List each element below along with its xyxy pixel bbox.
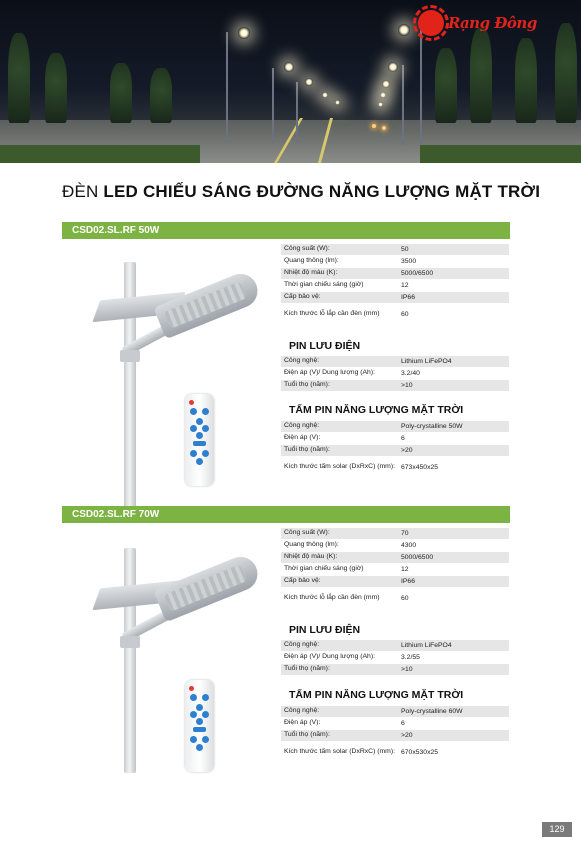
remote-button [190, 450, 197, 457]
tail-light [372, 124, 376, 128]
remote-button [202, 711, 209, 718]
spec-value: Lithium LiFePO4 [401, 642, 452, 649]
spec-value: 60 [401, 311, 409, 318]
spec-label: Nhiệt độ màu (K): [284, 269, 338, 277]
spec-label: Kích thước lỗ lắp cần đèn (mm) [284, 310, 380, 318]
tail-light [382, 126, 386, 130]
led-array [164, 564, 247, 611]
spec-row [281, 588, 509, 610]
spec-row [281, 368, 509, 380]
spec-label: Cấp bảo vệ: [284, 577, 321, 585]
street-lamp [398, 24, 410, 36]
grass-left [0, 145, 200, 163]
sun-icon [418, 10, 444, 36]
spec-value: IP66 [401, 294, 415, 301]
battery-section-title: PIN LƯU ĐIỆN [289, 340, 361, 352]
spec-label: Nhiệt độ màu (K): [284, 553, 338, 561]
spec-row [281, 640, 509, 652]
solar-panel-spec-table [281, 706, 509, 764]
tree [470, 28, 492, 123]
remote-button [196, 718, 203, 725]
spec-row [281, 652, 509, 664]
product-header-bar: CSD02.SL.RF 50W [62, 222, 510, 239]
spec-row [281, 576, 509, 588]
spec-value: >20 [401, 447, 413, 454]
remote-button [196, 432, 203, 439]
spec-value: 5000/6500 [401, 554, 434, 561]
power-button-icon [189, 686, 194, 691]
spec-value: 50 [401, 246, 409, 253]
remote-button [196, 744, 203, 751]
spec-value: Poly-crystalline 50W [401, 423, 463, 430]
spec-row [281, 244, 509, 256]
spec-value: 3.2/40 [401, 370, 420, 377]
spec-row [281, 564, 509, 576]
hero-banner-photo [0, 0, 581, 163]
spec-value: 673x450x25 [401, 464, 439, 471]
solar-panel-spec-table [281, 421, 509, 479]
spec-row [281, 445, 509, 457]
spec-label: Điện áp (V): [284, 719, 321, 727]
spec-row [281, 280, 509, 292]
spec-value: Lithium LiFePO4 [401, 358, 452, 365]
spec-label: Điện áp (V)/ Dung lượng (Ah): [284, 369, 375, 377]
street-lamp [284, 62, 294, 72]
page-number: 129 [542, 822, 572, 837]
spec-label: Tuổi thọ (năm): [284, 731, 330, 739]
spec-row [281, 706, 509, 718]
street-lamp [382, 80, 390, 88]
title-bold: LED CHIẾU SÁNG ĐƯỜNG NĂNG LƯỢNG MẶT TRỜI [103, 182, 541, 201]
tree [45, 53, 67, 123]
remote-button [190, 711, 197, 718]
street-lamp [388, 62, 398, 72]
spec-value: 670x530x25 [401, 749, 439, 756]
spec-value: 60 [401, 595, 409, 602]
spec-label: Quang thông (lm): [284, 257, 339, 265]
spec-label: Công nghệ: [284, 422, 320, 430]
spec-label: Công nghệ: [284, 641, 320, 649]
tree [8, 33, 30, 123]
remote-button [196, 704, 203, 711]
remote-button [202, 450, 209, 457]
remote-button [190, 694, 197, 701]
spec-value: 6 [401, 720, 405, 727]
spec-row [281, 433, 509, 445]
spec-row [281, 356, 509, 368]
street-lamp [380, 92, 386, 98]
lamp-pole [124, 548, 136, 773]
spec-value: 70 [401, 530, 409, 537]
product-illustration [90, 262, 265, 512]
spec-row [281, 380, 509, 392]
product-header-bar: CSD02.SL.RF 70W [62, 506, 510, 523]
spec-value: Poly-crystalline 60W [401, 708, 463, 715]
spec-label: Tuổi thọ (năm): [284, 665, 330, 673]
remote-button [202, 408, 209, 415]
remote-button [196, 458, 203, 465]
spec-value: >10 [401, 382, 413, 389]
street-pole [226, 32, 228, 142]
battery-spec-table [281, 356, 509, 392]
street-pole [296, 82, 298, 142]
spec-row [281, 540, 509, 552]
spec-label: Công nghệ: [284, 707, 320, 715]
tree [515, 38, 537, 123]
remote-button [190, 408, 197, 415]
remote-button [193, 727, 206, 732]
remote-button [193, 441, 206, 446]
remote-button [202, 425, 209, 432]
remote-button [190, 736, 197, 743]
spec-label: Công suất (W): [284, 245, 330, 253]
spec-label: Điện áp (V): [284, 434, 321, 442]
spec-label: Thời gian chiếu sáng (giờ) [284, 565, 364, 573]
solar-panel-section-title: TẤM PIN NĂNG LƯỢNG MẶT TRỜI [289, 689, 464, 701]
tree [435, 48, 457, 123]
power-button-icon [189, 400, 194, 405]
light-spec-table [281, 528, 509, 610]
spec-label: Kích thước tấm solar (DxRxC) (mm): [284, 463, 395, 471]
spec-row [281, 268, 509, 280]
street-pole [272, 68, 274, 143]
spec-row [281, 256, 509, 268]
rang-dong-logo [418, 8, 548, 40]
street-lamp [322, 92, 328, 98]
spec-value: 6 [401, 435, 405, 442]
spec-label: Công nghệ: [284, 357, 320, 365]
spec-value: IP66 [401, 578, 415, 585]
title-prefix: ĐÈN [62, 182, 104, 201]
spec-label: Thời gian chiếu sáng (giờ) [284, 281, 364, 289]
spec-label: Quang thông (lm): [284, 541, 339, 549]
lamp-head [153, 269, 262, 339]
remote-button [190, 425, 197, 432]
spec-value: >10 [401, 666, 413, 673]
page-title [62, 182, 540, 202]
spec-value: 12 [401, 566, 409, 573]
spec-row [281, 718, 509, 730]
lamp-bracket [120, 636, 140, 648]
spec-row [281, 421, 509, 433]
spec-label: Cấp bảo vệ: [284, 293, 321, 301]
spec-row [281, 457, 509, 479]
tree [555, 23, 577, 123]
light-spec-table [281, 244, 509, 326]
led-array [164, 281, 247, 328]
spec-row [281, 304, 509, 326]
spec-value: 4300 [401, 542, 417, 549]
spec-value: 12 [401, 282, 409, 289]
spec-label: Kích thước tấm solar (DxRxC) (mm): [284, 748, 395, 756]
lamp-head [153, 552, 262, 622]
spec-row [281, 292, 509, 304]
solar-panel-section-title: TẤM PIN NĂNG LƯỢNG MẶT TRỜI [289, 404, 464, 416]
spec-value: 3.2/55 [401, 654, 420, 661]
grass-right [420, 145, 581, 163]
remote-button [202, 736, 209, 743]
spec-label: Tuổi thọ (năm): [284, 381, 330, 389]
spec-label: Tuổi thọ (năm): [284, 446, 330, 454]
tree [110, 63, 132, 123]
street-lamp [378, 102, 383, 107]
spec-row [281, 528, 509, 540]
street-lamp [238, 27, 250, 39]
spec-value: 5000/6500 [401, 270, 434, 277]
product-illustration [90, 548, 265, 773]
tree [150, 68, 172, 123]
remote-button [202, 694, 209, 701]
street-lamp [335, 100, 340, 105]
lamp-bracket [120, 350, 140, 362]
remote-control [185, 394, 214, 486]
spec-row [281, 664, 509, 676]
street-pole [420, 30, 422, 145]
remote-control [185, 680, 214, 772]
street-lamp [305, 78, 313, 86]
battery-section-title: PIN LƯU ĐIỆN [289, 624, 361, 636]
spec-value: 3500 [401, 258, 417, 265]
spec-label: Công suất (W): [284, 529, 330, 537]
spec-row [281, 742, 509, 764]
spec-row [281, 552, 509, 564]
spec-label: Kích thước lỗ lắp cần đèn (mm) [284, 594, 380, 602]
remote-button [196, 418, 203, 425]
street-pole [402, 65, 404, 145]
spec-row [281, 730, 509, 742]
logo-text: Rạng Đông [448, 14, 537, 32]
spec-value: >20 [401, 732, 413, 739]
spec-label: Điện áp (V)/ Dung lượng (Ah): [284, 653, 375, 661]
battery-spec-table [281, 640, 509, 676]
